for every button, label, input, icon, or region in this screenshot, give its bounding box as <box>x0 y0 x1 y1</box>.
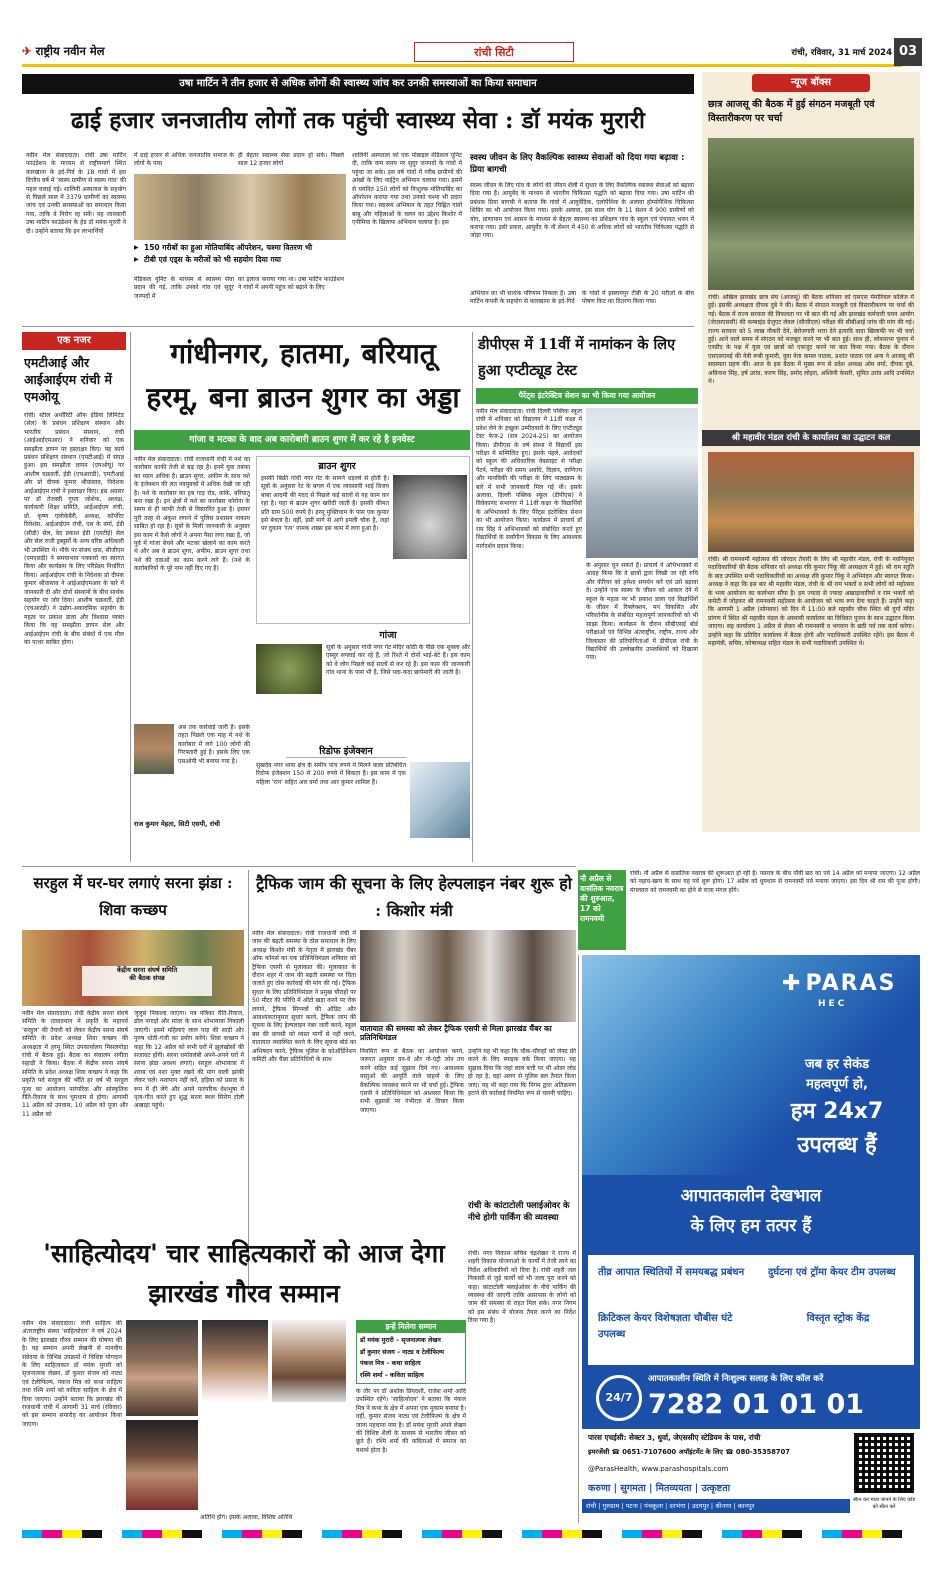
traffic-photo-cap: यातायात की समस्या को लेकर ट्रैफिक एसपी से मिला झारखंड चैंबर का प्रतिनिधिमंडल <box>360 1024 552 1042</box>
list-item: डॉ मयंक मुरारी – सृजनात्मक लेखन <box>360 1337 441 1344</box>
dateline: रांची, रविवार, 31 मार्च 2024 <box>791 48 892 58</box>
ad-social: @ParasHealth, www.parashospitals.com <box>588 1465 729 1473</box>
ad-svc-4: विस्तृत स्ट्रोक केंद्र <box>806 1313 870 1324</box>
brown-box3 <box>256 744 470 864</box>
ad-svc-3: क्रिटिकल केयर विशेषज्ञता चौबीस घंटे उपलब्ध <box>598 1313 733 1340</box>
ad-svc-1: तीव्र आपात स्थितियों में समयबद्ध प्रबंधन <box>598 1267 745 1278</box>
usha-side-head: स्वस्थ जीवन के लिए वैकल्पिक स्वास्थ्य सेवाओं को दिया गया बढ़ावा : प्रिया बागची <box>470 153 685 175</box>
bird-icon: ✈ <box>22 44 32 58</box>
kanta-head: रांची के कांटाटोली फ्लाईओवर के नीचे होगी पार्किंग की व्यवस्था <box>468 1201 570 1223</box>
usha-col3: ही बेहतर स्वास्थ्य सेवा प्रदान हो सके। पिछले साल 12 हजार लोगों <box>238 152 344 168</box>
usha-tail2: के गांवों में इस्लामपुर टीबी के 20 मरीजों के बीच पोषण किट का वितरण किया गया। <box>582 290 694 306</box>
sahitya-text: नवीन मेल संवाददाता। रांची साहित्य की अंतरराष्ट्रीय संस्था 'साहित्योदय' ने वर्ष 2024 के लिए झारखंड गौरव सम्मान की घोषणा की है। यह सम्मान अपनी लेखनी से मानवीय संवेदना के विभिन्न उपक्रमों में विशिष्ट योगदान के लिए साहित्यकार डॉ मयंक मुरारी को सृजनात्मक लेखन, डॉ कुमार संजय को नाट्य एवं टेलीफिल्म, पंकज मित्र को कथा साहित्य तथा रश्मि शर्मा को कविता साहित्य के क्षेत्र में दिया जाएगा। उन्होंने बताया कि झारखंड की राजधानी रांची में आगामी 31 मार्च (रविवार) को इस सम्मान समारोह का आयोजन किया जाएगा। <box>22 1320 122 1428</box>
dps-text2: के अनुसार चुन सकते हैं। प्राचार्य ने अभिभावकों से आग्रह किया कि वे छात्रों द्वारा लिखी जा रही रुचि और कॅरियर को हमेशा समर्थन करें एवं उसे बढ़ावा दें। उन्होंने एक स्वस्थ के जीवन को आकार देने में स्कूल के महत्व पर भी प्रकाश डाला एवं विद्यार्थियों के जीवन में रिफ्लेक्शन, मन विकसित और परिवर्तनीय के संबंधित महत्वपूर्ण जानकारियों को भी साझा किया। कार्यक्रम के दौरान सीबीएसई बोर्ड परीक्षाओं एवं विभिन्न अंतराष्ट्रीय, राष्ट्रीय, राज्य और जिलास्तर की प्रतियोगिताओं में डीपीएस रांची के विद्यार्थियों की उल्लेखनीय उपलब्धियों को दिखाया गया। <box>586 562 698 662</box>
usha-col2: में ढाई हजार से अधिक जनजातीय समाज के लोगों के पास <box>134 152 234 168</box>
paper-logo: ✈ राष्ट्रीय नवीन मेल <box>22 44 105 58</box>
ajsu-photo <box>708 138 914 290</box>
ad-values: करुणा | सुगमता | मितव्ययता | उत्कृष्टता <box>588 1483 731 1494</box>
police-text: अब तक कार्रवाई जारी है। इसके तहत पिछले एक माह में नशे के कारोबार में लगे 100 लोगों की गिरफ्तारी हुई है। इसके लिए एक एसओपी भी बनाया गया है। <box>178 724 250 765</box>
ad-tag-1: जब हर सेकंड <box>804 1057 870 1072</box>
newsbox <box>702 72 920 832</box>
author-photo-4 <box>272 1320 346 1402</box>
section-label: रांची सिटी <box>414 42 574 62</box>
list-item: रश्मि शर्मा – कविता साहित्य <box>360 1371 424 1379</box>
ad-tag-3: हम 24x7 <box>790 1099 884 1124</box>
divider <box>130 332 131 862</box>
ad-services <box>588 1255 914 1365</box>
mahavir-photo <box>708 452 914 552</box>
paras-logo <box>782 971 912 1001</box>
dps-headline: डीपीएस में 11वीं में नामांकन के लिए हुआ एप्टीट्यूड टेस्ट <box>478 336 676 379</box>
ad-banner-1: आपातकालीन देखभाल <box>680 1186 822 1206</box>
navratri-text: रांची। नौ अप्रैल से वासंतिक नवरात्र की शुरूआत हो रही है। नवरात्र के बीच पौवी छठ का पर्व 14 अप्रैल को मनाया जाएगा। 12 अप्रैल को नहाय-खाय के साथ यह पर्व शुरू होगा। 17 अप्रैल को धूमधाम से रामनवमी पर्व मनाया जाएगा। इस दिन श्री राम की पूजा होगी। मंगलवार को रामनवमी का होने से राजा मंगल होंगे। <box>630 870 920 894</box>
usha-col2b: मेडिकल यूनिट के माध्यम से स्वास्थ्य सेवा प्रदान की गई, ताकि उनको गांव एवं सुदूर जनपदों में <box>134 276 234 300</box>
usha-side-text: स्वस्थ जीवन के लिए गांव के लोगों की जीवन शैली में सुधार के लिए वैकल्पिक स्वास्थ्य सेवाओं को बढ़ावा दिया गया है। आयुर्वेद के माध्यम से भारतीय चिकित्सा पद्धति को बढ़ावा दिया गया। उषा मार्टिन की प्रबंधक प्रिया बागची ने बताया कि गांवों में आयुर्वेदिक, एलोपैथिक के अलावा होम्योपैथिक चिकित्सा शिविर का भी आयोजन किया गया। इसके अलावा, इस साल योग के 11 सेशन में 900 ग्रामीणों को योग, प्राणायाम एवं आसन के माध्यम से बेहतर स्वास्थ्य का प्रशिक्षण गांव के स्कूल एवं पंचायत भवन में कराया गया। इसी प्रकार, आयुर्वेद के नौ सेशन में 450 से अधिक लोगों को भारतीय चिकित्सा पद्धति से जोड़ा गया। <box>470 182 694 240</box>
sahitya-story <box>22 1224 466 1524</box>
usha-col1: नवीन मेल संवाददाता। रांची उषा मार्टिन फाउंडेशन के माध्यम से राष्ट्रीयमार्ग स्थित कारखाना के इर्द-गिर्द के 18 गांवों में इस वित्तीय वर्ष में 'स्वस्थ ग्रामीण से स्वस्थ गांव' की पहल चलाई गई। शालिनी अस्पताल के सहयोग से पिछले साल में 3379 ग्रामीणों का स्वास्थ्य जांच एवं उनकी समस्याओं का समाधान किया गया, ताकि वे निरोग रह सकें। यह जानकारी उषा मार्टिन फाउंडेशन के हेड डॉ मयंक मुरारी ने दी। उन्होंने बताया कि इन लाभार्थियों <box>26 152 126 235</box>
usha-bullets <box>134 242 346 272</box>
list-item: डॉ कुमार संजय – नाट्य व टेलीफिल्म <box>360 1348 444 1356</box>
ek-nazar-label: एक नजर <box>22 332 126 350</box>
paras-brand: PARAS <box>805 971 897 996</box>
sahitya-list <box>360 1335 464 1383</box>
traffic-text3: उन्होंने यह भी कहा कि चौक-चौराहों को लेफ्ट फ्री करने के लिए स्पाइक वर्क किया जाएगा। यह सुझाव दिया कि जहां लाल बत्ती पर भी ओवर लोड हो रहा है, वहां अलग से पुलिस बल तैनात किया जाए। यह भी कहा गया कि निगम द्वारा अतिक्रमण हटाने की कार्रवाई नियमित रूप से चलनी चाहिए। <box>468 1048 576 1098</box>
masthead-yellow-bar <box>22 64 902 67</box>
brown-box3-head: रिडोफ इंजेक्शन <box>286 744 406 758</box>
usha-bullet-1: ▶ 150 गरीबों का हुआ मोतियाबिंद ऑपरेशन, चश्मा वितरण भी <box>134 242 346 254</box>
qr-caption: स्कैन कर माता जानने के लिए कोड को स्कैन करें <box>852 1497 916 1510</box>
traffic-text: नवीन मेल संवाददाता। रांची राजधानी रांची में जाम की बढ़ती समस्या के ठोस समाधान के लिए अध्यक्ष किशोर मंत्री के नेतृत्व में झारखंड चैंबर ऑफ कॉमर्स का एक प्रतिनिधिमंडल शनिवार को ट्रैफिक एसपी से मुलाकात की। मुलाकात के दौरान शहर में जाम की बढ़ती समस्या पर चिंता जताते हुए ठोस कार्रवाई की मांग की गई। ट्रैफिक सुधार के लिए प्रतिनिधिमंडल ने प्रमुख चौराहों पर 50 मीटर की परिधि में ऑटो खड़ा करने पर रोक लगाने, ट्रैफिक सिग्नलों की ऑडिट और आवश्यकतानुसार सुधार करने, ट्रैफिक जाम की सूचना के लिए हेल्पलाइन नंबर जारी करने, स्कूल बस की वापसी को व्यस्त मार्गों से नहीं करने, यातायात व्यवस्थित करने के लिए सूचना बोर्ड का अभिषदन करने, ट्रैफिक पुलिस के कोऑर्डिनेशन कमिटी और चैंबर प्रतिनिधियों के साथ <box>252 930 356 1064</box>
ad-24x7-badge: 24/7 <box>596 1375 642 1421</box>
usha-photo <box>134 174 346 240</box>
navratri-oval: नौ अप्रैल से वासंतिक नवरात्र की शुरुआत, 17 को रामनवमी <box>578 870 626 950</box>
traffic-text2: नियमित रूप से बैठक का आयोजन करने, जरूरत अनुसार वन-वे और नो-एंट्री जोन तय करने सहित कई सुझाव दिये गए। आवश्यक वस्तुओं की आपूर्ति वाले वाहनों के लिए वैकल्पिक व्यवस्था करने पर भी चर्चा हुई। ट्रैफिक एसपी ने प्रतिनिधिमंडल को आश्वस्त किया कि सभी सुझावों पर गंभीरता से विचार किया जाएगा। <box>360 1048 464 1114</box>
divider <box>22 866 576 867</box>
ad-banner <box>582 1181 920 1247</box>
traffic-headline: ट्रैफिक जाम की सूचना के लिए हेल्पलाइन नंबर शुरू हो : किशोर मंत्री <box>256 874 572 920</box>
newsbox-label: न्यूज बॉक्स <box>752 74 870 92</box>
sarhul-headline: सरहुल में घर-घर लगाएं सरना झंडा : शिवा कच्छप <box>33 874 233 919</box>
sahitya-text3: अतिथि होंगे। इसके अलावा, विशिष्ट अतिथि <box>200 1514 293 1521</box>
ad-free-line: आपातकालीन स्थिति में निःशुल्क सलाह के लिए कॉल करें <box>648 1374 824 1384</box>
ganja-photo <box>256 644 322 694</box>
dps-text: नवीन मेल संवाददाता। रांची दिल्ली पब्लिक स्कूल रांची में शनिवार को विद्यालय में 11वीं कक्षा में प्रवेश लेने के इच्छुक उम्मीदवारों के लिए एप्टीट्यूड टेस्ट फेज-2 (सत्र 2024-25) का आयोजन किया। डीपीएस के वर्ष संस्था में विद्यार्थी इस परीक्षा में सम्मिलित हुए। इसके पहले, आवेदकों को स्कूल की अधिकारिक वेबसाइट से परीक्षा पैटर्न, परीक्षा की समय अवधि, विज्ञान, वाणिज्य और मानविकी की परीक्षा के लिए पाठ्यक्रम के बारे में सभी जानकारी मिल गई थी। इसके अलावा, दिल्ली पब्लिक स्कूल (डीपीएस) ने विवेकानंद सभागार में 11वीं कक्षा के विद्यार्थियों के अभिभावकों के लिए पैरेंट्स इंटरेक्टिव सेशन का भी आयोजन किया। कार्यक्रम में प्राचार्य डॉ राम सिंह ने अभिभावकों को संबोधित करते हुए विद्यार्थियों के सर्वांगीण विकास के लिए आवश्यक मार्गदर्शन प्रदान किया। <box>476 408 582 550</box>
dps-photo <box>586 408 698 558</box>
sahitya-list-head: इन्हें मिलेगा सम्मान <box>357 1321 465 1333</box>
page-number: 03 <box>894 38 922 66</box>
usha-bullet-2: ▶ टीबी एवं एड्स के मरीजों को भी सहयोग दिया गया <box>134 254 346 266</box>
ad-footer <box>582 1429 920 1525</box>
brown-box1 <box>256 456 470 624</box>
brown-col1: नवीन मेल संवाददाता। रांची राजधानी रांची में नशे का कारोबार काफी तेजी से बढ़ रहा है। इनमें युवा तबका का ध्यान अधिक है। ब्राउन शुगर, अफीम के साथ नशे के इंजेक्शन की लत नवयुवकों में अधिक देखी जा रही है। नशे के कारोबार का हब गाड़ रोड, कांके, बरियातू बना रखा है। इन क्षेत्रों में नशे का कारोबार कोरोना के समय से ही काफी तेजी से विस्तारित हुआ है। इसपर पूरी तरह से अंकुश लगाने में पुलिस प्रशासन नाकाम साबित हो रहा है। सूत्रों के मिली जानकारी के अनुसार इस काम में कैसे लोगों ने अपना पैसा लगा रखा है, जो पूर्व में गांजा बेचने और मटका खेलाने का काम करते थे और अब वे ब्राउन शुगर, अफीम, ब्राउन शुगर तथा नशे की दवाओं का काम करने लगे हैं। (नशे के कारोबारियों के पूरे नाम नहीं दिए गए है) <box>134 456 250 573</box>
ad-svc-2: दुर्घटना एवं ट्रॉमा केयर टीम उपलब्ध <box>768 1267 896 1278</box>
sahitya-list-box <box>356 1320 466 1384</box>
sarhul-text: नवीन मेल संवाददाता। रांची केंद्रीय सरना संघर्ष समिति के तत्वावधान में प्रकृति के महापर्व 'सरहुल' की तैयारी को लेकर केंद्रीय सरना संघर्ष समिति के प्रदेश अध्यक्ष शिवा कच्छप की अध्यक्षता में हरमू स्थित उपकार्यालय मिसलगोड़ा रांची में बैठक हुई। बैठक का संचालन संगीता सहाड़ी ने किया। बैठक में केंद्रीय सरना संघर्ष समिति के प्रदेश अध्यक्ष शिवा कच्छप ने कहा कि प्रकृति पर्व सरहुल की भाँति हर वर्ष भी सरहुल पूजा का आयोजन पारंपरिक और सांस्कृतिक रीति-रिवाज के साथ धूमधाम से होगा। आगामी 11 अप्रैल को उपवास, 10 अप्रैल को पूजा और 11 अप्रैल को <box>22 1010 128 1118</box>
ad-tag-2: महत्वपूर्ण हो, <box>806 1077 868 1092</box>
brown-box2 <box>256 628 470 738</box>
brown-sugar-photo <box>393 475 467 559</box>
paras-cross-icon: ✚ <box>782 971 801 996</box>
brown-box1-text: इसकी बिक्री गांधी नगर गेट के सामने धड़ल्ले से होती है। सूत्रों के अनुसार रेट के बगल में एक व्यवसायी भाई विजय बाबा आदमी की मदद से पिछले कई सालों से यह काम कर रहा है। यहां से ब्राउन शुगर खरीदी जाती है। इसकी कीमत प्रति ग्राम 500 रुपये है। हरमू मुक्तिधाम के पास एक कुमार इसे बेचता है। वहीं, इसी मार्ग से आगे इमली चौक है, जहां पर दुकान 'रत्न' नामक शख्स इस काम में लगा हुआ है। <box>261 475 389 533</box>
police-photo <box>134 724 174 774</box>
usha-tail1: अभियान का भी सार्थक परिणाम निकला है। उषा मार्टिन कंपनी के सहयोग से कारखाना के इर्द-गिर्द <box>470 290 576 306</box>
sarhul-text2: जुलूस निकाला जाएगा। पत्र पत्रिका रीति-रिवाज, ढोल नगाड़ों और मांदर के साथ शोभायात्रा निकाली जाएगी। इसमें महिलाएं लाल पाड़ की साड़ी और पुरुष धोती-गंजी का प्रयोग करेंगे। शिवा कच्छप ने कहा कि 12 अप्रैल को सभी घरों में झुलंखोसों की सजावट होंगी। सरना धर्मावलंबी अपने-अपने घरों में सरना झंडा अवश्य लगाएं। सरहुल शोभायात्रा में शराब एवं नशा मुक्त रखने की मांग वाली झांकी लेकर चलें। नशापान नहीं करें, हड़िया को प्रसाद के रूप में ही लेंगे और अपने पारंपरिक वेशभूषा में नृत्य-गीत करते हुए शुद्ध सरना स्थल सिरोम टोली अखाड़ा पहुंचें। <box>134 1010 244 1110</box>
brown-box2-head: गांजा <box>379 630 397 641</box>
newsbox-head2: श्री महावीर मंडल रांची के कार्यालय का उद्घाटन कल <box>702 430 920 446</box>
brown-greenbar: गांजा व मटका के बाद अब कारोबारी ब्राउन शुगर में कर रहे है इनवेस्ट <box>134 430 470 450</box>
ad-tag-4: उपलब्ध हैं <box>797 1133 877 1158</box>
kanta-text: रांची। नगर विकास सचिव चंद्रशेखर ने राज्य में शहरी विकास योजनाओं के कार्यों में तेजी लाने का निर्देश अधिकारियों को दिया है। रांची शहरी जल निकासी से जुड़े कार्यों को भी जल्द पूरा करने को कहा। कांटाटोली फ्लाईओवर के नीचे पार्किंग की व्यवस्था की जाएगी ताकि आसपास के लोगों को जाम की समस्या से राहत मिल सके। नगर निगम को इस संबंध में योजना तैयार करने का निर्देश दिया गया है। <box>468 1250 576 1325</box>
ad-cities: रांची | गुरुग्राम | पटना | पंचकूला | दरभंगा | उदयपुर | श्रीनगर | कानपुर <box>582 1499 850 1513</box>
sarhul-photo-cap <box>82 966 212 996</box>
ad-numbers: इमरजेंसी ☎ 0651-7107600 अपॉइंटमेंट के लिए ☎ 080-35358707 <box>588 1448 790 1456</box>
divider <box>22 326 694 327</box>
usha-col3b: का इलाज कराया गया था। उषा मार्टिन फाउंडेशन ने गांवों में अपनी पहुंच को बढ़ाने के लिए <box>238 276 344 292</box>
masthead <box>22 38 922 68</box>
newsbox-head: छात्र आजसू की बैठक में हुई संगठन मजबूती एवं विस्तारीकरण पर चर्चा <box>708 99 875 124</box>
ad-addr: पारस एचईसी: सेक्टर 3, धुर्वा, जेएससीए स्टेडियम के पास, रांची <box>588 1433 761 1442</box>
author-photo-1 <box>126 1320 198 1416</box>
dps-story <box>476 332 698 864</box>
author-photo-3 <box>202 1320 268 1402</box>
sahitya-headline: 'साहित्योदय' चार साहित्यकारों को आज देगा झारखंड गौरव सम्मान <box>43 1239 445 1308</box>
usha-story <box>22 72 694 322</box>
usha-top-bar: उषा मार्टिन ने तीन हजार से अधिक लोगों की स्वास्थ्य जांच कर उनकी समस्याओं का किया समाधान <box>22 74 694 94</box>
brown-headline: गांधीनगर, हातमा, बरियातू हरमू, बना ब्राउन शुगर का अड्डा <box>146 337 460 414</box>
divider <box>578 955 579 1523</box>
ad-phone[interactable]: 7282 01 01 01 <box>648 1389 865 1420</box>
paras-ad <box>582 955 920 1525</box>
brown-box3-text: सुखदेव नगर थाना क्षेत्र के समीप पांच रुपये में मिलने वाला प्रतिबंधित रिडोफ इंजेक्शन 150 से 200 रुपये में बिकता है। इस काम में एक महिला 'रत्न' सहित आर वर्मा तथा आर कुमार शामिल हैं। <box>256 762 406 786</box>
traffic-photo <box>360 930 576 1022</box>
ad-banner-2: के लिए हम तत्पर हैं <box>690 1216 812 1236</box>
newsbox-text2: रांची। श्री रामनवमी महोत्सव की जोरदार तैयारी के लिए श्री महावीर मंडल, रांची के नवनियुक्त पदाधिकारियों की बैठक शनिवार को अध्यक्ष रवि कुमार पिंकू की अध्यक्षता में हुई। श्री राम स्तुति के बाद उपस्थित सभी पदाधिकारियों का अध्यक्ष रवि कुमार पिंकू ने अभिनंदन और स्वागत किया। अध्यक्ष ने कहा कि इस बार श्री महावीर मंडल, रांची के श्री राम भक्तों व सभी लोगों को महोत्सव के भव्य आयोजन का कार्यभार सौंपा है। हम ज्यादा से ज्यादा अखाड़ाधारियों व राम भक्तों को कमेटी में जोड़कर श्री रामनवमी महोत्सव के आयोजन को भव्य रूप देना चाहते हैं। उन्होंने कहा कि आगामी 1 अप्रैल (सोमवार) को दिन में 11:00 बजे महावीर चौक स्थित श्री दुर्गा मंदिर प्रांगण में स्थित श्री महावीर मंडल के अस्थायी कार्यालय का विधिवत पूजन के साथ उद्घाटन किया जाएगा। सह कार्यालय 1 अप्रैल से लेकर श्री रामनवमी व भगवान के छठी पर्व तक कार्य करेगा। उन्होंने कहा कि प्रतिदिन कार्यालय में बैठक होगी और पदाधिकारी उपस्थित रहेंगे। इस बैठक में महामंत्री, सचिव, कोषाध्यक्ष सहित मंडल के सभी पदाधिकारी उपस्थित थे। <box>708 556 914 648</box>
ek-nazar-head: एमटीआई और आईआईएम रांची में एमओयू <box>24 355 112 404</box>
brown-story <box>134 332 470 864</box>
paras-brand-sub: HEC <box>818 999 848 1009</box>
ek-nazar-text: रांची। स्टील अथॉरिटी ऑफ इंडिया लिमिटेड (सेल) के प्रबंधन प्रशिक्षण संस्थान और भारतीय प्रबंधन संस्थान, रांची (आईआईएमआर) ने शनिवार को एक समझौता ज्ञापन पर हस्ताक्षर किए। यह कार्य प्रबंधन प्रशिक्षण संस्थान (एमटीआई) में संपन्न हुआ। इस समझौता ज्ञापन (एमओयू) पर आशीष चक्रवर्ती, ईडी (एचआरडी), एमटीआई और प्रो दीपक कुमार श्रीवास्तव, निदेशक आईआईएम रांची ने हस्ताक्षर किए। इस अवसर पर डॉ तेजस्वी गुप्ता जोशेफ, अध्यक्ष, कार्यकारी शिक्षा समिति, आईआईएम रांची, प्रो. कृष्ण एलोकेबैरी, अध्यक्ष, कॉर्पोरेट रिलेशंस, आईआईएम रांची, एस के वर्मा, ईडी (सीडी) सेल, वेद प्रकाश ईडी (एमटीई) सेल और सेल राजी ड्रब्यूर्सों के अन्य वरिष्ठ अधिकारी भी उपस्थित थे। मौके पर संजय दास, सीजीएम (एमएसडी) ने समयाभाव पत्रकारों का स्वागत किया और कार्यक्रम के लिए परिप्रेक्ष्य निर्धारित किया। आईआईएम रांची के निदेशक प्रो दीपक कुमार श्रीवास्तव ने आईआईएमआर के बारे में जानकारी दी और दोनों संस्थानों के बीच सार्थक सहयोग पर जोर दिया। आशीष चक्रवर्ती, ईडी (एचआरडी) ने उद्योग-अकादमिक सहयोग के महत्व पर प्रकाश डाला और विश्वास व्यक्त किया कि यह समझौता ज्ञापन सेल और आईआईएम रांची के बीच संबंधों में एक मील का पत्थर साबित होगा। <box>24 412 124 646</box>
usha-col4: शालिनी अस्पताल को एक मोबाइल मेडिकल यूनिट दी, ताकि कम समय पर सुदूर जनपदों के गांवों में पहुंचा जा सके। इस वर्ष गांवों में गरीब ग्रामीणों की आंखों के लिए नाईट्रेन अभियान चलाया गया। इसमें से चयनित 150 लोगों को निःशुल्क मोतियाबिंद का ऑपरेशन कराया गया तथा उनको चश्मा भी प्रदान किया गया। स्वास्थ्य अभियान के तहत चिह्नित गांवों बाबू और महिलाओं के चलन का उद्देश्य किशोर में एनीमिया के खिलाफ अभियान चलाया है। इस <box>352 152 462 227</box>
ek-nazar <box>22 332 126 864</box>
syringe-photo <box>410 762 470 838</box>
navratri-box <box>578 870 920 950</box>
brown-box2-text: सूत्रों के अनुसार गांधी नगर गेट मंदिर कोठी के पीछे एक शुक्ला और एस्सुर सप्लाई कर रहे हैं, जो रिश्ते में दोनों भाई-बेटे हैं। इस काम को वे लोग पिछले कई सालों से कर रहे हैं। इस काम की जानकारी गांव थाना के पास भी है, जिसे यदा-कदा छापेमारी की जाती है। <box>326 644 470 677</box>
usha-headline: ढाई हजार जनजातीय लोगों तक पहुंची स्वास्थ्य सेवा : डॉ मयंक मुरारी <box>71 107 645 134</box>
ad-tagline <box>762 1055 912 1175</box>
qr-code[interactable] <box>854 1433 914 1493</box>
author-photo-2 <box>126 1420 198 1510</box>
brown-box1-head: ब्राउन शुगर <box>318 461 356 472</box>
color-registration-strip <box>22 1530 922 1538</box>
list-item: पंकज मित्र – कथा साहित्य <box>360 1360 421 1367</box>
divider <box>472 332 473 862</box>
sarhul-cap-line1: केंद्रीय सरना संघर्ष समिति <box>116 966 178 974</box>
sarhul-cap-line2: की बैठक संपन्न <box>129 974 165 982</box>
police-sig: राज कुमार मेहता, सिटी एसपी, रांची <box>134 820 220 828</box>
dps-subbar: पैरेंट्स इंटरेक्टिव सेशन का भी किया गया आयोजन <box>476 388 698 404</box>
newsbox-text: रांची। अखिल झारखंड छात्र संघ (आजसू) की बैठक शनिवार को एसएस मेमोरियल कॉलेज में हुई। इसकी अध्यक्षता दीपक दुबे ने की। बैठक में संगठन मजबूती एवं विस्तारीकरण पर चर्चा की गई। बैठक में राज्य सरकार की विफलता पर भी बात की गई और झारखंड कर्मचारी चयन आयोग (जेएसएससी) की कम्बाइंड ग्रेजुएट लेवल (सीजीएल) परीक्षा की सीबीआई जांच की मांग की गई। राज्य सरकार को 5 लाख नौकरी देने, बेरोजगारी भत्ता देने इत्यादि वादा खिलाफी पर भी चर्चा हुई। आने वाले समय में संगठन को मजबूत करने पर भी बात हुई। साथ ही, लोकसभा चुनाव में एनडीए के पक्ष में युवा एवं छात्रों को एकजुट करने पर बात किया गया। बैठक के दौरान एसएसएमई की नेत्री रूबी कुमारी, युवा नेता कमल पाठक, प्रशांत पाठक एवं अन्य ने आजसू की सदस्यता ग्रहण की। आज के इस बैठक में मुख्य रूप से प्रदेश अध्यक्ष ओम वर्मा, दीपक दुबे, अविनाश सिंह, हर्ष उरांव, करण सिंह, प्रमोद लोहरा, अश्विनी केसरी, सुमित उरांव आदि उपस्थित थे। <box>708 294 914 386</box>
sahitya-text2: के तौर पर डॉ अशोक प्रियदर्शी, राजेश शर्मा आदि उपस्थित रहेंगे। 'साहित्योदय' ने बताया कि पंकज मित्र ने कथा के क्षेत्र में अपना एक मुकाम बनाया है। वहीं, कुमार संजय नाट्य एवं टेलीफिल्म के क्षेत्र में जाना पहचाना नाम है। डॉ मयंक मुरारी अपने लेखन की विशिष्ट शैली के माध्यम से भारतीय जीवन को छूते हैं। रश्मि शर्मा की कविताओं में समाज का यथार्थ होता है। <box>356 1388 466 1454</box>
